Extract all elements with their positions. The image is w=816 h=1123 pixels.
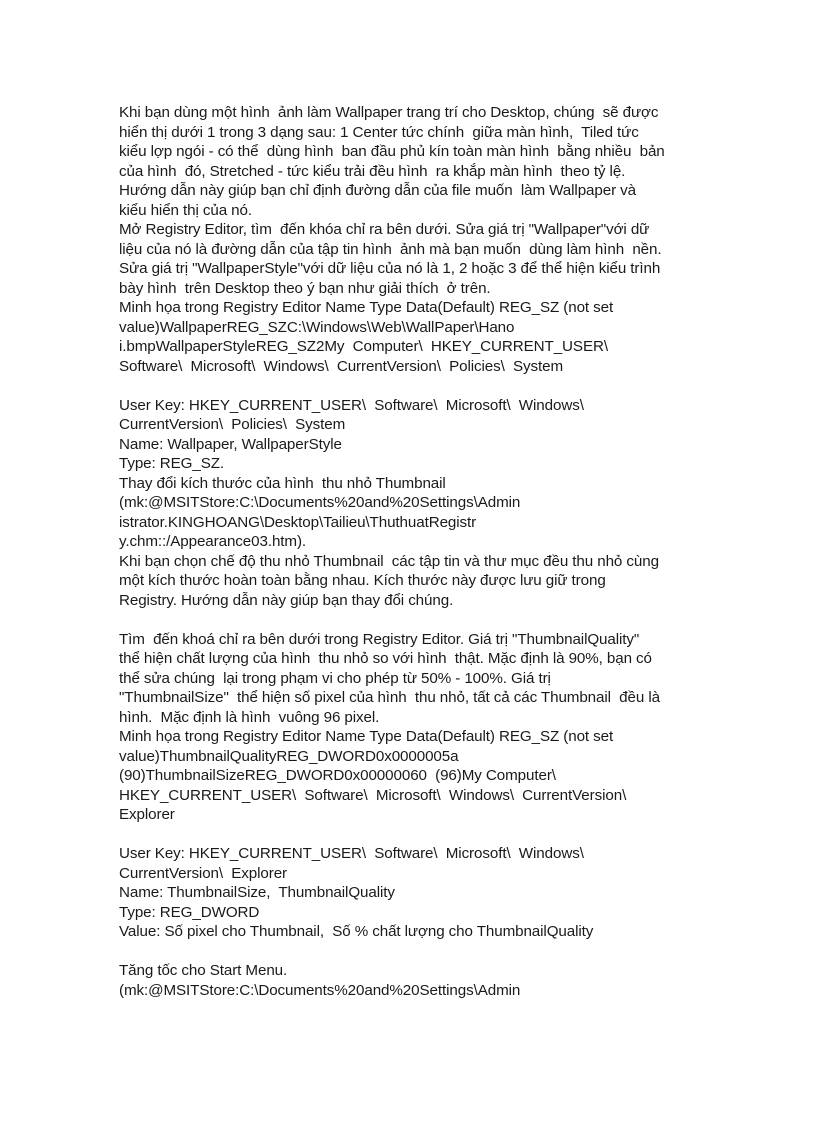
text-line: Hướng dẫn này giúp bạn chỉ định đường dẫn của file muốn làm Wallpaper và — [119, 182, 637, 199]
blank-line — [119, 376, 709, 396]
text-line: (90)ThumbnailSizeREG_DWORD0x00000060 (96)My Computer\ — [119, 767, 556, 784]
text-line: Minh họa trong Registry Editor Name Type Data(Default) REG_SZ (not set — [119, 728, 614, 745]
text-line: value)WallpaperREG_SZC:\Windows\Web\WallPaper\Hano — [119, 318, 515, 336]
text-line: kiểu lợp ngói - có thể dùng hình ban đầu phủ kín toàn màn hình bằng nhiều bản — [119, 143, 665, 160]
text-line: Minh họa trong Registry Editor Name Type Data(Default) REG_SZ (not set — [119, 299, 614, 316]
text-line: y.chm::/Appearance03.htm). — [119, 533, 307, 550]
text-line: Type: REG_SZ. — [119, 455, 225, 472]
text-line: Name: ThumbnailSize, ThumbnailQuality — [119, 884, 395, 901]
text-line: Software\ Microsoft\ Windows\ CurrentVersion\ Policies\ System — [119, 357, 564, 375]
text-line: value)ThumbnailQualityREG_DWORD0x0000005a — [119, 747, 459, 765]
text-line: User Key: HKEY_CURRENT_USER\ Software\ Microsoft\ Windows\ — [119, 845, 584, 862]
document-body — [119, 103, 709, 1000]
text-line: "ThumbnailSize" thể hiện số pixel của hình thu nhỏ, tất cả các Thumbnail đều là — [119, 689, 660, 706]
blank-line — [119, 942, 709, 962]
text-line: bày hình trên Desktop theo ý bạn như giải thích ở trên. — [119, 279, 491, 297]
text-line: CurrentVersion\ Explorer — [119, 864, 288, 882]
text-line: Tìm đến khoá chỉ ra bên dưới trong Registry Editor. Giá trị "ThumbnailQuality" — [119, 630, 640, 648]
text-line: Tăng tốc cho Start Menu. — [119, 962, 288, 979]
text-line: User Key: HKEY_CURRENT_USER\ Software\ Microsoft\ Windows\ — [119, 396, 584, 414]
text-line: Sửa giá trị "WallpaperStyle"với dữ liệu của nó là 1, 2 hoặc 3 để thể hiện kiểu trình — [119, 260, 661, 277]
text-line: HKEY_CURRENT_USER\ Software\ Microsoft\ Windows\ CurrentVersion\ — [119, 786, 627, 804]
text-line: của hình đó, Stretched - tức kiểu trải đều hình ra khắp màn hình theo tỷ lệ. — [119, 162, 626, 180]
text-line: istrator.KINGHOANG\Desktop\Tailieu\ThuthuatRegistr — [119, 513, 477, 531]
text-line: Explorer — [119, 806, 175, 823]
text-line: một kích thước hoàn toàn bằng nhau. Kích thước này được lưu giữ trong — [119, 572, 606, 589]
blank-line — [119, 825, 709, 845]
text-line: Registry. Hướng dẫn này giúp bạn thay đổi chúng. — [119, 591, 454, 609]
blank-line — [119, 610, 709, 630]
text-line: thể hiện chất lượng của hình thu nhỏ so với hình thật. Mặc định là 90%, bạn có — [119, 650, 652, 667]
text-line: Khi bạn chọn chế độ thu nhỏ Thumbnail các tập tin và thư mục đều thu nhỏ cùng — [119, 552, 659, 570]
text-line: (mk:@MSITStore:C:\Documents%20and%20Settings\Admin — [119, 494, 521, 511]
text-line: Khi bạn dùng một hình ảnh làm Wallpaper trang trí cho Desktop, chúng sẽ được — [119, 104, 659, 121]
text-line: i.bmpWallpaperStyleREG_SZ2My Computer\ HKEY_CURRENT_USER\ — [119, 338, 608, 355]
text-line: kiểu hiển thị của nó. — [119, 201, 252, 219]
text-line: hiển thị dưới 1 trong 3 dạng sau: 1 Center tức chính giữa màn hình, Tiled tức — [119, 123, 639, 141]
text-line: Mở Registry Editor, tìm đến khóa chỉ ra bên dưới. Sửa giá trị "Wallpaper"với dữ — [119, 221, 650, 238]
text-line: Thay đổi kích thước của hình thu nhỏ Thumbnail — [119, 474, 446, 492]
text-line: (mk:@MSITStore:C:\Documents%20and%20Settings\Admin — [119, 981, 521, 999]
text-line: Type: REG_DWORD — [119, 903, 260, 921]
text-line: liệu của nó là đường dẫn của tập tin hình ảnh mà bạn muốn dùng làm hình nền. — [119, 240, 662, 258]
text-line: CurrentVersion\ Policies\ System — [119, 416, 346, 433]
text-line: hình. Mặc định là hình vuông 96 pixel. — [119, 708, 380, 726]
text-line: Name: Wallpaper, WallpaperStyle — [119, 435, 342, 453]
text-line: Value: Số pixel cho Thumbnail, Số % chất lượng cho ThumbnailQuality — [119, 923, 594, 940]
text-line: thể sửa chúng lại trong phạm vi cho phép từ 50% - 100%. Giá trị — [119, 669, 551, 687]
